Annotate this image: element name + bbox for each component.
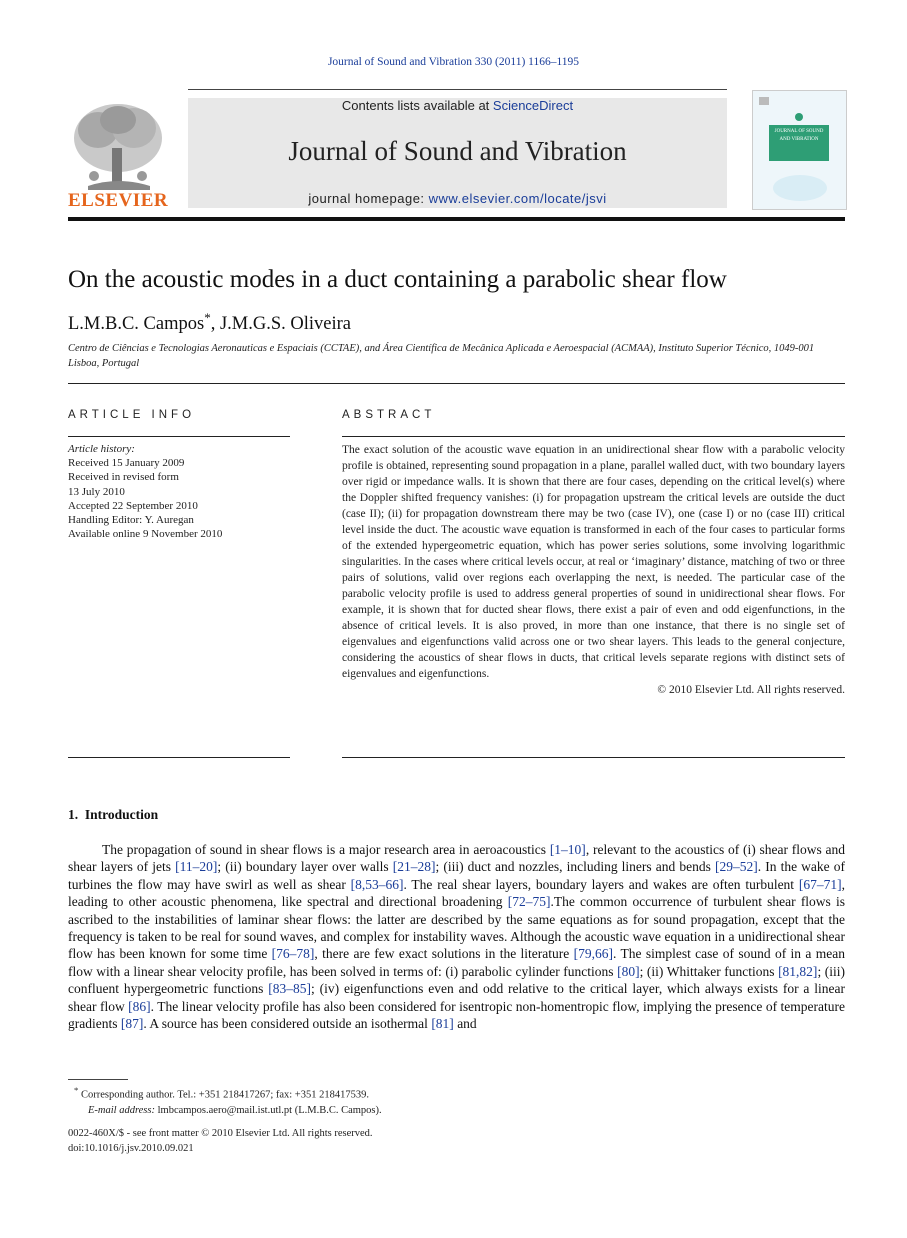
footnote-mark: * <box>74 1085 79 1095</box>
sciencedirect-link[interactable]: ScienceDirect <box>492 98 574 113</box>
citation-link[interactable]: [1–10] <box>549 842 586 857</box>
paragraph-text: . In the wake of turbines the flow may have swirl as well as shear <box>68 859 845 892</box>
paragraph-text: ; (ii) Whittaker functions <box>639 963 779 979</box>
article-title: On the acoustic modes in a duct containing a parabolic shear flow <box>68 266 727 293</box>
homepage-prefix: journal homepage: <box>308 191 429 206</box>
citation-link[interactable]: [86] <box>128 998 151 1014</box>
paragraph-text: . The real shear layers, boundary layers and wakes are often turbulent <box>403 876 799 892</box>
article-info-heading: ARTICLE INFO <box>68 409 196 421</box>
cover-logo-icon <box>759 97 769 105</box>
citation-link[interactable]: [79,66] <box>573 946 613 962</box>
paragraph-text: , leading to other acoustic phenomena, like spectral and directional broadening <box>68 876 845 910</box>
history-line: Received 15 January 2009 <box>68 457 185 470</box>
issn-line: 0022-460X/$ - see front matter © 2010 Elsevier Ltd. All rights reserved. <box>68 1128 373 1139</box>
citation-link[interactable]: [87] <box>120 1016 144 1032</box>
header-rule <box>188 89 727 90</box>
journal-citation[interactable]: Journal of Sound and Vibration 330 (2011) 1166–1195 <box>327 56 580 68</box>
paragraph-text: ; (ii) boundary layer over walls <box>217 859 393 875</box>
paragraph-text: The propagation of sound in shear flows is a major research area in aeroacoustics <box>102 842 550 857</box>
doi-line[interactable]: doi:10.1016/j.jsv.2010.09.021 <box>68 1143 194 1154</box>
article-info-rule <box>68 436 290 437</box>
paragraph-text: . The simplest case of sound of in a mean flow with a linear shear velocity profile, has been solved in terms of: (i) parabolic cylinder functions <box>68 946 845 979</box>
history-line: Handling Editor: Y. Auregan <box>68 514 194 527</box>
abstract-copyright: © 2010 Elsevier Ltd. All rights reserved. <box>657 684 845 696</box>
article-info-bottom-rule <box>68 757 290 758</box>
paragraph-text: , there are few exact solutions in the literature <box>314 946 574 962</box>
paragraph-text: .The common occurrence of turbulent shear flows is ascribed to the instabilities of laminar shear flows: the latter are described by the same equations as for sound propagation, except that the frequency is taken to be real for sound waves, and complex for instability waves. Although the acoustic wave equation in a unidirectional shear flow has been known for some time <box>68 894 845 962</box>
paragraph-text: . A source has been considered outside an isothermal <box>143 1016 432 1032</box>
citation-link[interactable]: [72–75] <box>507 894 551 910</box>
abstract-body <box>342 442 845 698</box>
author-campos[interactable]: L.M.B.C. Campos <box>68 314 205 335</box>
abstract-text: The exact solution of the acoustic wave equation in an unidirectional shear flow with a parabolic velocity profile is obtained, representing sound propagation in a plane, parallel walled duct, with two boundary layers over rigid or impedance walls. It is shown that there are four cases, depending on the critical level(s) where the Doppler shifted frequency vanishes: (i) for propagation upstream the critical levels are outside the duct (case II); (ii) for propagation downstream there may be two (case IV), one (case I) or no (case III) critical level inside the duct. The acoustic wave equation is transformed in each of the four cases to particular forms of the extended hypergeometric equation, which has power series solutions, some involving logarithmic singularities. In the cases where critical levels occur, at real or ‘imaginary’ distance, matching of two or three pairs of solutions, valid over regions each overlapping the next, is needed. The particular case of the parabolic velocity profile is used to address general properties of sound in unidirectional shear flows. For example, it is shown that for ducted shear flows, there exist a pair of even and odd eigenfunctions, in the absence of critical levels. It is also proved, in more than one instance, that there is no single set of eigenvalues and eigenfunctions valid across one or two shear layers. This leads to the general conjecture, considering the acoustics of shear flows in ducts, that critical levels separate regions with distinct sets of eigenvalues and eigenfunctions. <box>342 444 845 680</box>
paragraph-text: ; (iii) confluent hypergeometric functions <box>68 963 845 997</box>
citation-link[interactable]: [29–52] <box>714 859 758 875</box>
corresponding-mark[interactable]: * <box>204 310 211 325</box>
paragraph-text: . The linear velocity profile has also been considered for isentropic non-homentropic flow, implying the presence of temperature gradients <box>68 998 846 1032</box>
corresponding-text: Corresponding author. Tel.: +351 218417267; fax: +351 218417539. <box>78 1089 369 1101</box>
affiliation: Centro de Ciências e Tecnologias Aeronauticas e Espaciais (CCTAE), and Área Científica de Mecânica Aplicada e Aeroespacial (ACMAA), Instituto Superior Técnico, 1049-001 Lisboa, Portugal <box>68 343 815 369</box>
article-history <box>68 442 290 541</box>
history-line: Received in revised form <box>68 471 179 484</box>
citation-link[interactable]: [83–85] <box>268 981 311 997</box>
footnote-rule <box>68 1079 128 1080</box>
author-list <box>68 310 351 335</box>
abstract-bottom-rule <box>342 757 845 758</box>
header-thick-rule <box>68 217 845 221</box>
citation-link[interactable]: [21–28] <box>392 859 436 875</box>
section-number: 1. <box>68 807 79 822</box>
cover-decoration <box>773 175 827 201</box>
elsevier-wordmark: ELSEVIER <box>68 190 169 211</box>
contents-line <box>188 98 727 113</box>
citation-link[interactable]: [76–78] <box>271 946 315 962</box>
citation-link[interactable]: [81,82] <box>778 963 818 979</box>
journal-homepage <box>188 191 727 206</box>
abstract-rule <box>342 436 845 437</box>
paragraph-text: ; (iii) duct and nozzles, including liners and bends <box>435 859 715 875</box>
history-label: Article history: <box>68 443 135 455</box>
paragraph-text: ; (iv) eigenfunctions even and odd relative to the critical layer, which always exists for a linear shear flow <box>68 981 845 1014</box>
section-title: Introduction <box>84 807 159 822</box>
front-matter <box>68 1126 373 1156</box>
journal-title: Journal of Sound and Vibration <box>288 136 627 166</box>
cover-title-block: JOURNAL OF SOUND AND VIBRATION <box>769 125 829 161</box>
email-address[interactable]: lmbcampos.aero@mail.ist.utl.pt (L.M.B.C. Campos). <box>154 1104 382 1116</box>
paragraph-text: and <box>453 1016 477 1032</box>
abstract-heading: ABSTRACT <box>342 409 436 421</box>
citation-link[interactable]: [11–20] <box>175 859 218 875</box>
history-line: Available online 9 November 2010 <box>68 528 223 541</box>
introduction-paragraph <box>68 841 845 1032</box>
history-line: Accepted 22 September 2010 <box>68 499 198 512</box>
contents-prefix: Contents lists available at <box>341 98 493 113</box>
email-note <box>68 1103 845 1118</box>
homepage-link[interactable]: www.elsevier.com/locate/jsvi <box>428 191 607 206</box>
email-label: E-mail address: <box>88 1104 155 1116</box>
footnote <box>68 1083 845 1118</box>
citation-link[interactable]: [81] <box>431 1016 454 1032</box>
section-heading <box>68 807 158 823</box>
journal-cover-thumbnail[interactable] <box>752 90 847 210</box>
history-line: 13 July 2010 <box>68 485 125 498</box>
corresponding-author-note <box>68 1083 845 1103</box>
author-oliveira[interactable]: , J.M.G.S. Oliveira <box>210 314 351 335</box>
citation-link[interactable]: [8,53–66] <box>350 876 404 892</box>
title-divider <box>68 383 845 384</box>
paragraph-text: , relevant to the acoustics of (i) shear flows and shear layers of jets <box>68 842 845 875</box>
citation-link[interactable]: [80] <box>617 963 640 979</box>
cover-emblem-icon <box>795 113 803 121</box>
citation-link[interactable]: [67–71] <box>798 876 842 892</box>
